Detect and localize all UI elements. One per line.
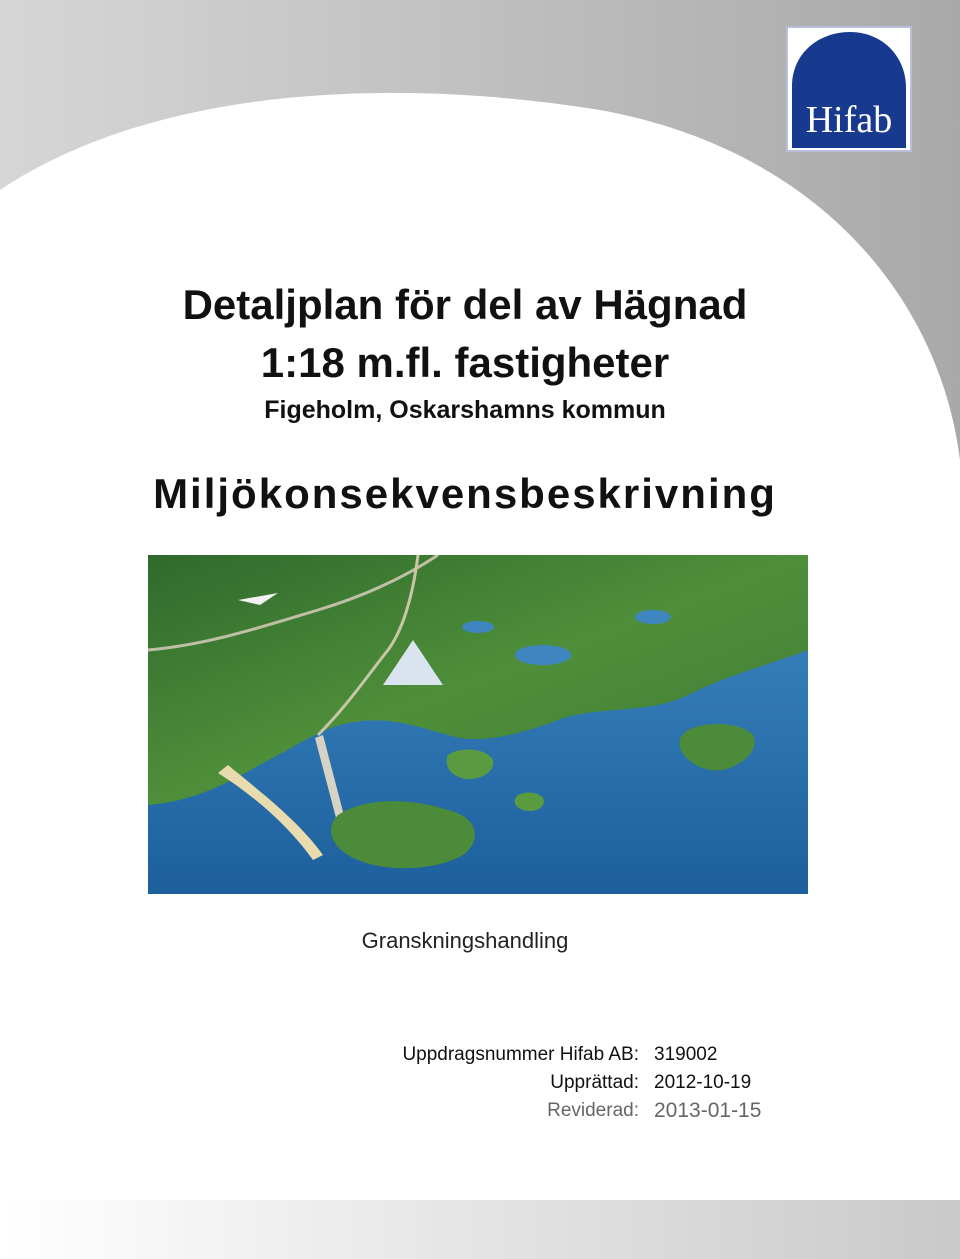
lake-1 — [515, 645, 571, 665]
assignment-label: Uppdragsnummer Hifab AB: — [402, 1044, 639, 1065]
revised-label: Reviderad: — [547, 1100, 639, 1121]
lake-3 — [462, 621, 494, 633]
title-line-1: Detaljplan för del av Hägnad — [182, 281, 748, 328]
subtitle: Figeholm, Oskarshamns kommun — [264, 396, 666, 424]
logo-text: Hifab — [805, 99, 893, 141]
document-type: Miljökonsekvensbeskrivning — [153, 470, 777, 517]
cover-aerial-image — [148, 555, 808, 894]
revised-value: 2013-01-15 — [654, 1099, 762, 1122]
assignment-value: 319002 — [654, 1044, 718, 1065]
title-line-2: 1:18 m.fl. fastigheter — [260, 339, 670, 386]
created-value: 2012-10-19 — [654, 1072, 752, 1093]
bottom-grey-band — [0, 1200, 960, 1259]
lake-2 — [635, 610, 671, 624]
created-label: Upprättad: — [550, 1072, 639, 1093]
hifab-logo — [786, 26, 912, 152]
document-status: Granskningshandling — [361, 928, 569, 953]
